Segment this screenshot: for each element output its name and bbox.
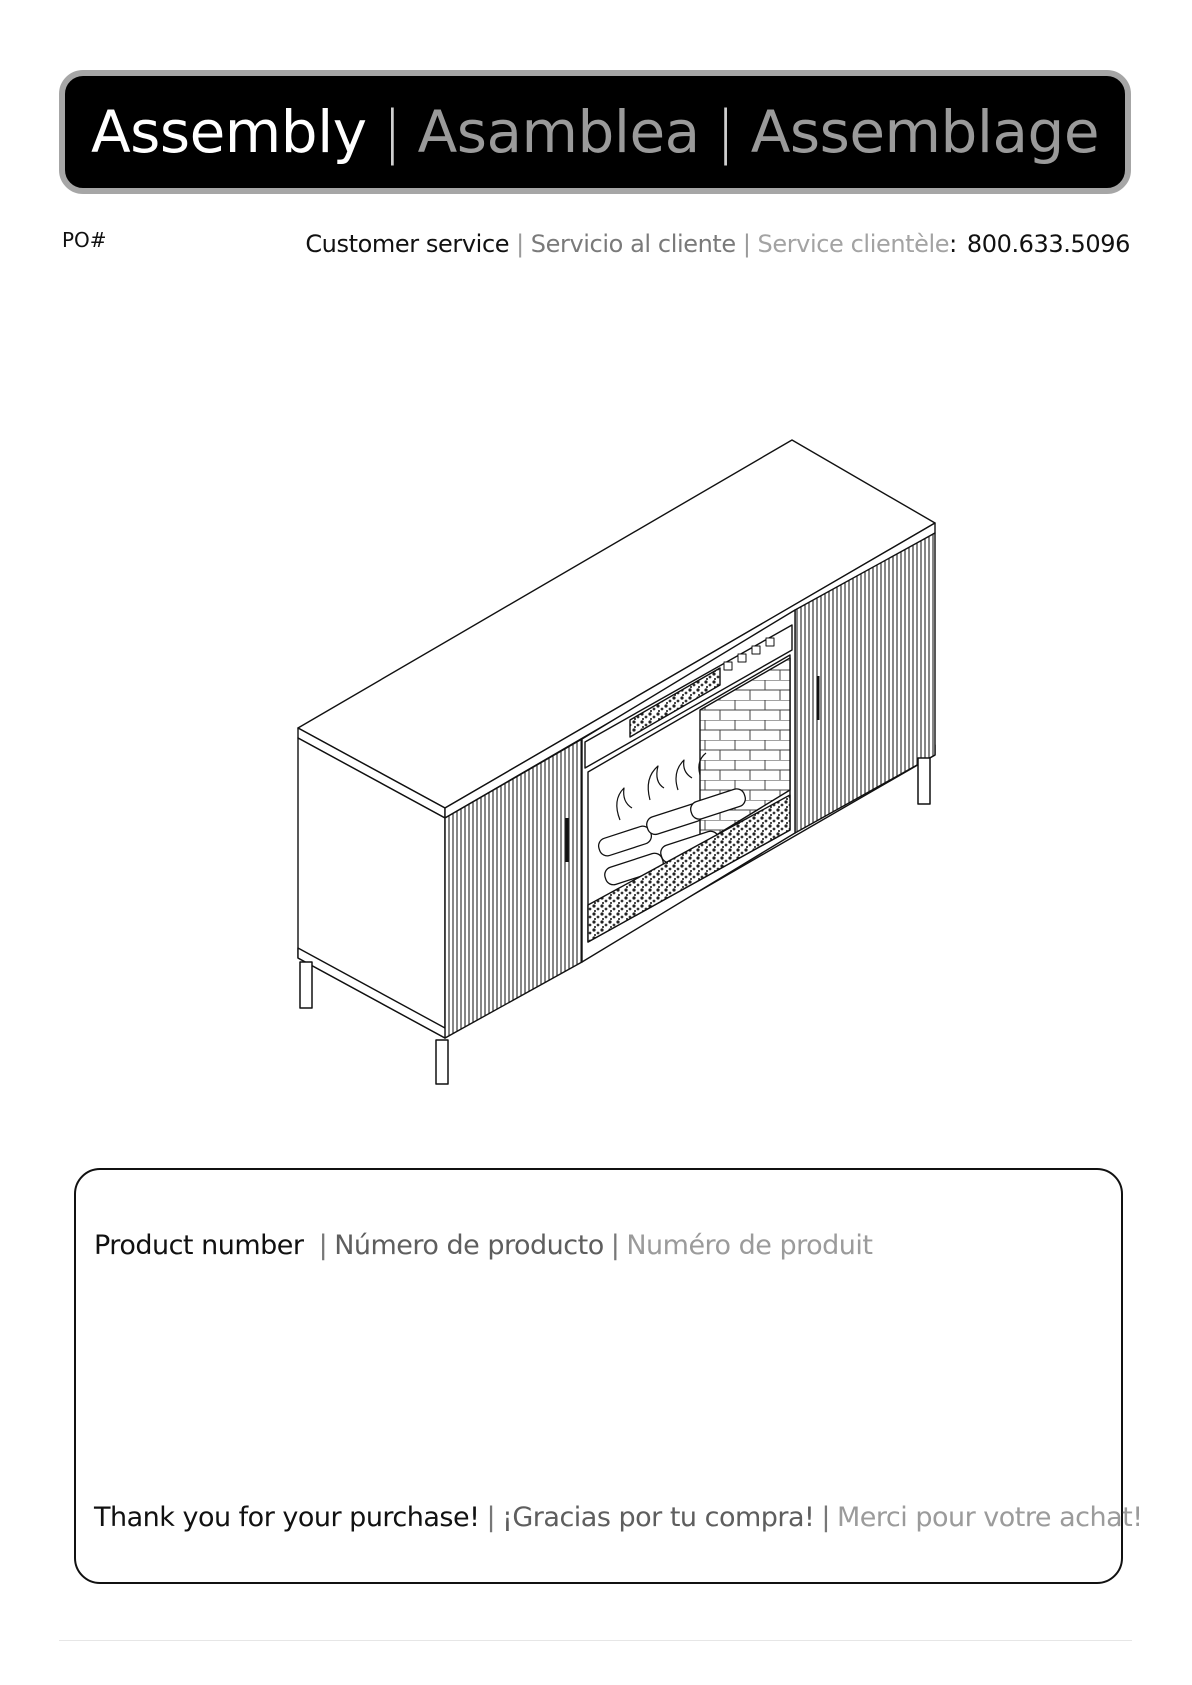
product-number-english: Product number xyxy=(94,1230,304,1261)
customer-service-separator: | xyxy=(516,230,524,258)
customer-service-colon: : xyxy=(949,230,957,258)
footer-divider xyxy=(59,1640,1132,1641)
thank-you-line xyxy=(94,1502,1143,1533)
thank-you-separator: | xyxy=(486,1502,496,1533)
thank-you-english: Thank you for your purchase! xyxy=(94,1502,480,1533)
thank-you-separator: | xyxy=(821,1502,830,1533)
customer-service-phone: 800.633.5096 xyxy=(966,230,1130,258)
product-number-separator: | xyxy=(318,1230,328,1261)
product-number-spanish: Número de producto xyxy=(334,1230,604,1261)
product-number-line xyxy=(94,1230,873,1261)
product-number-french: Numéro de produit xyxy=(626,1230,873,1261)
product-info-box xyxy=(74,1168,1143,1584)
customer-service-french: Service clientèle xyxy=(757,230,950,258)
thank-you-french: Merci pour votre achat! xyxy=(837,1502,1143,1533)
title-spanish: Asamblea xyxy=(417,98,700,166)
fireplace-tv-stand-illustration xyxy=(290,430,950,1090)
title-separator: | xyxy=(715,98,735,166)
customer-service-separator: | xyxy=(742,230,751,258)
thank-you-spanish: ¡Gracias por tu compra! xyxy=(502,1502,815,1533)
customer-service-english: Customer service xyxy=(305,230,510,258)
title-separator: | xyxy=(382,98,402,166)
customer-service-spanish: Servicio al cliente xyxy=(530,230,736,258)
product-number-separator: | xyxy=(610,1230,620,1261)
customer-service-line xyxy=(305,230,1130,258)
title-banner xyxy=(59,70,1131,194)
po-number-label: PO# xyxy=(62,228,107,252)
title-french: Assemblage xyxy=(750,98,1100,166)
title-english: Assembly xyxy=(90,98,367,166)
